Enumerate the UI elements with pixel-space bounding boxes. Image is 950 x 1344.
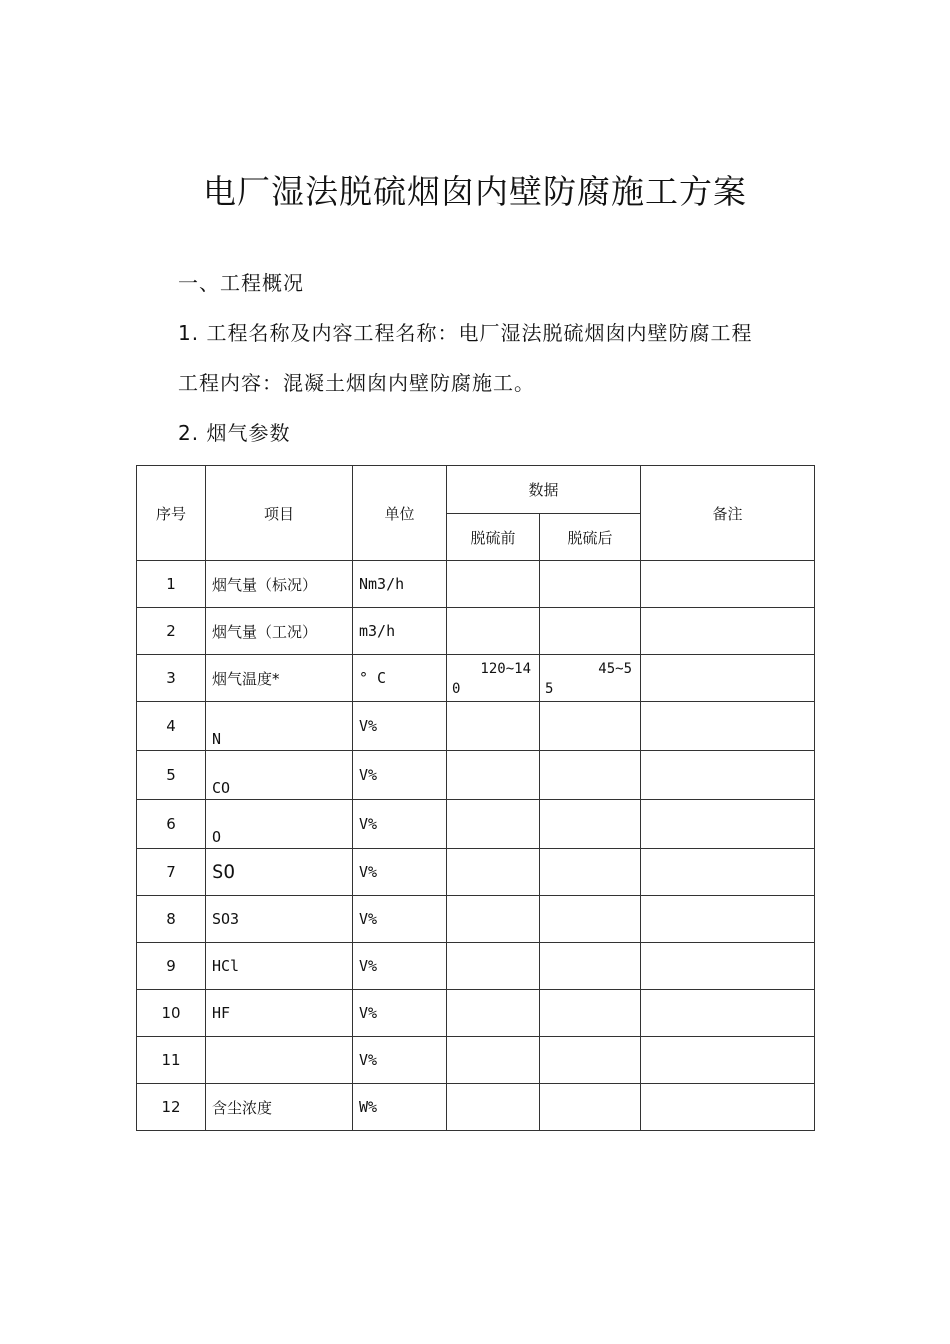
cell-item: 烟气量（标况） <box>206 561 353 608</box>
table-row <box>137 896 815 943</box>
cell-remark <box>641 655 815 702</box>
table-header-row <box>137 466 815 514</box>
flue-gas-parameters-heading: 2. 烟气参数 <box>178 421 291 445</box>
cell-unit: ° C <box>353 655 447 702</box>
cell-unit: V% <box>353 751 447 800</box>
table-row <box>137 1084 815 1131</box>
cell-before <box>447 943 540 990</box>
cell-unit: V% <box>353 990 447 1037</box>
cell-item: SO <box>206 849 353 896</box>
section-heading: 一、工程概况 <box>178 271 304 295</box>
before-value-line1: 120~14 <box>480 661 531 677</box>
table-row <box>137 800 815 849</box>
table-row <box>137 561 815 608</box>
cell-after <box>540 655 641 702</box>
table-row <box>137 990 815 1037</box>
table-row <box>137 608 815 655</box>
project-content-line: 工程内容：混凝土烟囱内壁防腐施工。 <box>178 371 535 395</box>
cell-item: N <box>206 702 353 751</box>
cell-unit: W% <box>353 1084 447 1131</box>
cell-before <box>447 896 540 943</box>
cell-seq: 2 <box>137 608 206 655</box>
cell-item: 烟气温度* <box>206 655 353 702</box>
cell-seq: 12 <box>137 1084 206 1131</box>
cell-remark <box>641 1084 815 1131</box>
header-seq: 序号 <box>137 466 206 561</box>
cell-unit: V% <box>353 849 447 896</box>
cell-after <box>540 751 641 800</box>
cell-remark <box>641 800 815 849</box>
cell-before <box>447 1084 540 1131</box>
cell-item: SO3 <box>206 896 353 943</box>
cell-after <box>540 561 641 608</box>
cell-remark <box>641 849 815 896</box>
cell-item: 烟气量（工况） <box>206 608 353 655</box>
cell-item <box>206 1037 353 1084</box>
cell-before <box>447 849 540 896</box>
cell-unit: Nm3/h <box>353 561 447 608</box>
cell-seq: 3 <box>137 655 206 702</box>
after-value-line1: 45~5 <box>598 661 633 677</box>
cell-unit: V% <box>353 702 447 751</box>
cell-remark <box>641 943 815 990</box>
header-data: 数据 <box>447 466 641 514</box>
cell-remark <box>641 561 815 608</box>
cell-remark <box>641 1037 815 1084</box>
cell-before <box>447 702 540 751</box>
cell-seq: 8 <box>137 896 206 943</box>
table-row <box>137 943 815 990</box>
cell-before <box>447 800 540 849</box>
cell-item: O <box>206 800 353 849</box>
cell-seq: 10 <box>137 990 206 1037</box>
cell-item: HCl <box>206 943 353 990</box>
table-row <box>137 702 815 751</box>
cell-seq: 9 <box>137 943 206 990</box>
cell-after <box>540 702 641 751</box>
cell-remark <box>641 608 815 655</box>
cell-after <box>540 608 641 655</box>
cell-before <box>447 561 540 608</box>
cell-before <box>447 751 540 800</box>
cell-remark <box>641 702 815 751</box>
cell-seq: 5 <box>137 751 206 800</box>
cell-seq: 7 <box>137 849 206 896</box>
cell-unit: m3/h <box>353 608 447 655</box>
project-name-line: 1. 工程名称及内容工程名称：电厂湿法脱硫烟囱内壁防腐工程 <box>178 321 753 345</box>
flue-gas-parameters-table <box>136 465 815 1131</box>
header-remark: 备注 <box>641 466 815 561</box>
cell-seq: 6 <box>137 800 206 849</box>
before-value-line2: 0 <box>452 681 461 697</box>
cell-seq: 4 <box>137 702 206 751</box>
cell-seq: 11 <box>137 1037 206 1084</box>
header-before: 脱硫前 <box>447 514 540 561</box>
header-item: 项目 <box>206 466 353 561</box>
cell-after <box>540 990 641 1037</box>
cell-unit: V% <box>353 800 447 849</box>
table-row <box>137 751 815 800</box>
cell-after <box>540 943 641 990</box>
cell-before <box>447 655 540 702</box>
cell-after <box>540 1037 641 1084</box>
cell-item: CO <box>206 751 353 800</box>
cell-item: HF <box>206 990 353 1037</box>
cell-after <box>540 800 641 849</box>
document-title: 电厂湿法脱硫烟囱内壁防腐施工方案 <box>203 172 747 211</box>
cell-remark <box>641 896 815 943</box>
cell-before <box>447 1037 540 1084</box>
table-row <box>137 849 815 896</box>
cell-remark <box>641 751 815 800</box>
cell-after <box>540 896 641 943</box>
cell-before <box>447 608 540 655</box>
cell-remark <box>641 990 815 1037</box>
header-after: 脱硫后 <box>540 514 641 561</box>
table-row <box>137 655 815 702</box>
table-row <box>137 1037 815 1084</box>
cell-unit: V% <box>353 943 447 990</box>
cell-after <box>540 1084 641 1131</box>
after-value-line2: 5 <box>545 681 554 697</box>
cell-unit: V% <box>353 1037 447 1084</box>
cell-after <box>540 849 641 896</box>
cell-before <box>447 990 540 1037</box>
cell-item: 含尘浓度 <box>206 1084 353 1131</box>
header-unit: 单位 <box>353 466 447 561</box>
cell-unit: V% <box>353 896 447 943</box>
cell-seq: 1 <box>137 561 206 608</box>
